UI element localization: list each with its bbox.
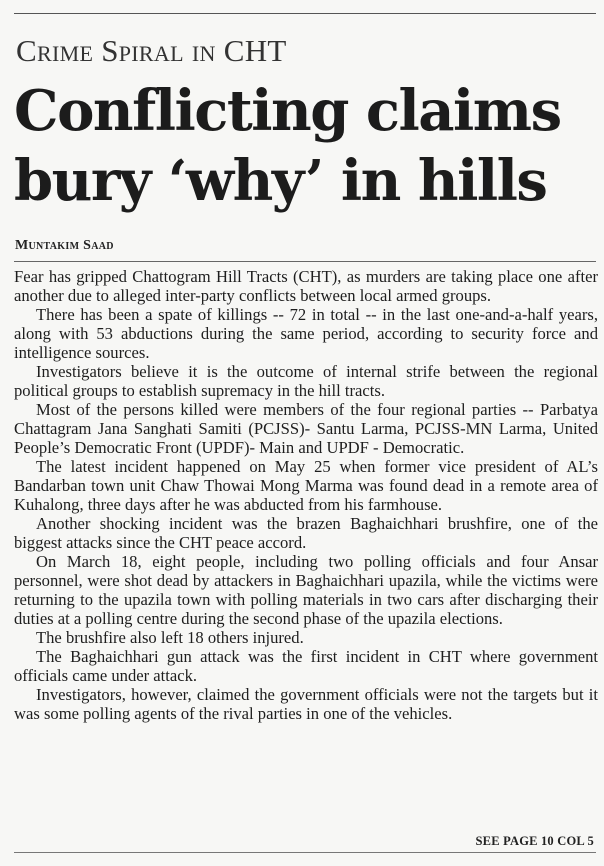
byline-rule — [14, 261, 596, 262]
top-rule — [14, 13, 596, 14]
article-paragraph: Another shocking incident was the brazen Baghaichhari brushfire, one of the biggest attacks since the CHT peace accord. — [14, 514, 598, 552]
article-paragraph: Investigators, however, claimed the government officials were not the targets but it was some polling agents of the rival parties in one of the vehicles. — [14, 685, 598, 723]
byline: Muntakim Saad — [15, 238, 114, 253]
headline: Conflicting claims bury ‘why’ in hills — [14, 78, 561, 214]
article-paragraph: The latest incident happened on May 25 when former vice president of AL’s Bandarban town unit Chaw Thowai Mong Marma was found dead in a remote area of Kuhalong, three days after he was abducted from his farmhouse. — [14, 457, 598, 514]
article-paragraph: Fear has gripped Chattogram Hill Tracts (CHT), as murders are taking place one after another due to alleged inter-party conflicts between local armed groups. — [14, 267, 598, 305]
article-paragraph: The brushfire also left 18 others injured. — [36, 628, 304, 647]
kicker: Crime Spiral in CHT — [16, 33, 287, 68]
article-paragraph: On March 18, eight people, including two polling officials and four Ansar personnel, were shot dead by attackers in Baghaichhari upazila, while the victims were returning to the upazila town with polling materials in two cars after discharging their duties at a polling centre during the second phase of the upazila elections. — [14, 552, 598, 628]
article-paragraph: Most of the persons killed were members of the four regional parties -- Parbatya Chattagram Jana Sanghati Samiti (PCJSS)- Santu Larma, PCJSS-MN Larma, United People’s Democratic Front (UPDF)- Main and UPDF - Democratic. — [14, 400, 598, 457]
bottom-rule — [14, 852, 596, 853]
article-paragraph: There has been a spate of killings -- 72 in total -- in the last one-and-a-half years, along with 53 abductions during the same period, according to security force and intelligence sources. — [14, 305, 598, 362]
article-paragraph: The Baghaichhari gun attack was the first incident in CHT where government officials came under attack. — [14, 647, 598, 685]
article-paragraph: Investigators believe it is the outcome of internal strife between the regional political groups to establish supremacy in the hill tracts. — [14, 362, 598, 400]
continuation-line: SEE PAGE 10 COL 5 — [475, 834, 594, 848]
article-body — [14, 267, 598, 723]
